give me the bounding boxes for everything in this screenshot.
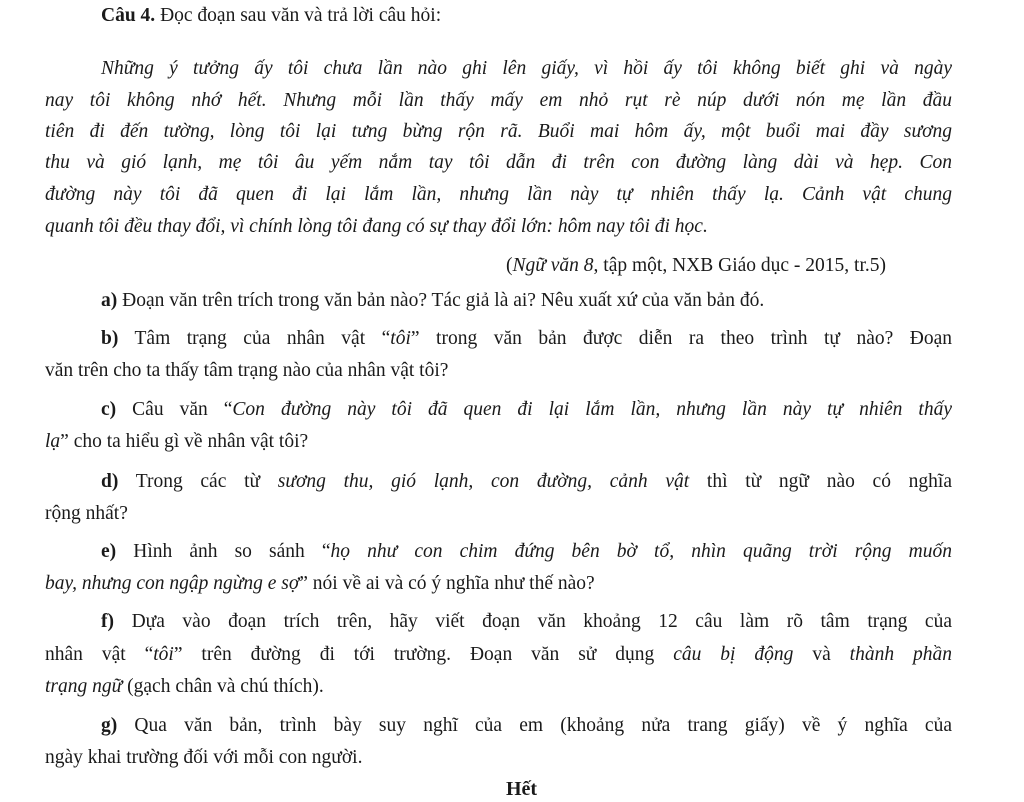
- passage-line-2: nay tôi không nhớ hết. Nhưng mỗi lần thấy mấy em nhỏ rụt rè núp dưới nón mẹ lần đầu: [45, 90, 952, 111]
- item-c-label: c): [101, 399, 117, 420]
- item-d-line-2: rộng nhất?: [45, 503, 128, 524]
- item-b-line-2: văn trên cho ta thấy tâm trạng nào của nhân vật tôi?: [45, 360, 449, 381]
- item-f-line-1: f) Dựa vào đoạn trích trên, hãy viết đoạn văn khoảng 12 câu làm rõ tâm trạng của: [101, 611, 952, 632]
- item-f-line-2: nhân vật “tôi” trên đường đi tới trường. Đoạn văn sử dụng câu bị động và thành phần: [45, 644, 953, 665]
- question-label: Câu 4.: [101, 5, 156, 26]
- end-marker: Hết: [506, 778, 538, 800]
- question-heading: [101, 3, 441, 29]
- item-g-line-1: g) Qua văn bản, trình bày suy nghĩ của em (khoảng nửa trang giấy) về ý nghĩa của: [101, 715, 952, 736]
- item-g-line-2: ngày khai trường đối với mỗi con người.: [45, 747, 363, 768]
- item-c-line-2: lạ” cho ta hiểu gì về nhân vật tôi?: [45, 431, 309, 452]
- item-c-line-1: c) Câu văn “Con đường này tôi đã quen đi lại lắm lần, nhưng lần này tự nhiên thấy: [101, 399, 952, 420]
- passage-line-3: tiên đi đến tường, lòng tôi lại tưng bừng rộn rã. Buổi mai hôm ấy, một buổi mai đầy sương: [45, 121, 952, 142]
- passage-source: (Ngữ văn 8, tập một, NXB Giáo dục - 2015, tr.5): [506, 255, 887, 276]
- item-a: a) Đoạn văn trên trích trong văn bản nào? Tác giả là ai? Nêu xuất xứ của văn bản đó.: [101, 290, 765, 311]
- item-f-line-3: trạng ngữ (gạch chân và chú thích).: [45, 676, 324, 697]
- source-book-title: Ngữ văn 8: [512, 255, 594, 276]
- item-d-line-1: d) Trong các từ sương thu, gió lạnh, con đường, cảnh vật thì từ ngữ nào có nghĩa: [101, 471, 953, 492]
- item-e-line-2: bay, nhưng con ngập ngừng e sợ” nói về ai và có ý nghĩa như thế nào?: [45, 573, 595, 594]
- item-e-label: e): [101, 541, 117, 562]
- question-instruction: Đọc đoạn sau văn và trả lời câu hỏi:: [160, 5, 442, 26]
- item-a-label: a): [101, 290, 118, 311]
- passage-line-4: thu và gió lạnh, mẹ tôi âu yếm nắm tay tôi dẫn đi trên con đường làng dài và hẹp. Con: [45, 152, 952, 173]
- item-g-label: g): [101, 715, 118, 736]
- item-d-label: d): [101, 471, 119, 492]
- item-e-line-1: e) Hình ảnh so sánh “họ như con chim đứng bên bờ tổ, nhìn quãng trời rộng muốn: [101, 541, 952, 562]
- item-b-label: b): [101, 328, 119, 349]
- item-b-line-1: b) Tâm trạng của nhân vật “tôi” trong văn bản được diễn ra theo trình tự nào? Đoạn: [101, 328, 952, 349]
- passage-line-6: quanh tôi đều thay đổi, vì chính lòng tôi đang có sự thay đổi lớn: hôm nay tôi đi học.: [45, 216, 708, 237]
- passage-line-5: đường này tôi đã quen đi lại lắm lần, nhưng lần này tự nhiên thấy lạ. Cảnh vật chung: [45, 184, 952, 205]
- passage-line-1: Những ý tưởng ấy tôi chưa lần nào ghi lên giấy, vì hồi ấy tôi không biết ghi và ngày: [101, 58, 952, 79]
- item-f-label: f): [101, 611, 114, 632]
